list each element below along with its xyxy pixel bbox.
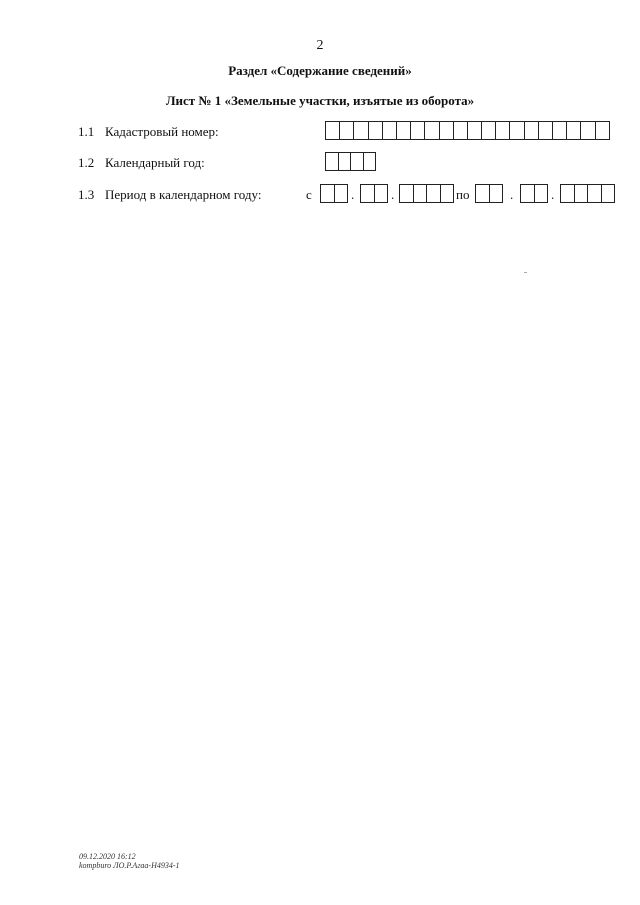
- field-number: 1.1: [78, 124, 95, 139]
- entry-cell[interactable]: [496, 122, 510, 139]
- page-number: 2: [316, 38, 324, 53]
- entry-cell[interactable]: [351, 153, 364, 170]
- field-label: Календарный год:: [105, 155, 205, 170]
- cadastral-number-cells[interactable]: [325, 121, 610, 140]
- entry-cell[interactable]: [427, 185, 441, 202]
- section-title: Раздел «Содержание сведений»: [228, 63, 412, 78]
- entry-cell[interactable]: [354, 122, 368, 139]
- entry-cell[interactable]: [326, 153, 339, 170]
- field-number: 1.3: [78, 187, 95, 202]
- period-to-label: по: [456, 187, 470, 202]
- entry-cell[interactable]: [397, 122, 411, 139]
- entry-cell[interactable]: [454, 122, 468, 139]
- period-separator: .: [351, 187, 355, 202]
- entry-cell[interactable]: [490, 185, 503, 202]
- period-from-month-cells[interactable]: [360, 184, 388, 203]
- entry-cell[interactable]: [482, 122, 496, 139]
- period-separator: .: [391, 187, 395, 202]
- period-to-year-cells[interactable]: [560, 184, 615, 203]
- period-from-day-cells[interactable]: [320, 184, 348, 203]
- entry-cell[interactable]: [375, 185, 388, 202]
- entry-cell[interactable]: [525, 122, 539, 139]
- entry-cell[interactable]: [383, 122, 397, 139]
- entry-cell[interactable]: [326, 122, 340, 139]
- period-from-label: с: [306, 187, 312, 202]
- period-to-day-cells[interactable]: [475, 184, 503, 203]
- entry-cell[interactable]: [440, 122, 454, 139]
- field-label: Период в календарном году:: [105, 187, 262, 202]
- entry-cell[interactable]: [510, 122, 524, 139]
- entry-cell[interactable]: [335, 185, 348, 202]
- period-from-year-cells[interactable]: [399, 184, 454, 203]
- field-label: Кадастровый номер:: [105, 124, 219, 139]
- footer-stamp: kompburo ЛО.Р.Агаа-Н4934-1: [79, 861, 180, 870]
- entry-cell[interactable]: [414, 185, 428, 202]
- footer-datetime: 09.12.2020 16:12: [79, 852, 136, 861]
- entry-cell[interactable]: [535, 185, 548, 202]
- entry-cell[interactable]: [581, 122, 595, 139]
- entry-cell[interactable]: [596, 122, 609, 139]
- entry-cell[interactable]: [411, 122, 425, 139]
- entry-cell[interactable]: [468, 122, 482, 139]
- entry-cell[interactable]: [400, 185, 414, 202]
- field-period: [0, 184, 640, 206]
- entry-cell[interactable]: [561, 185, 575, 202]
- field-number: 1.2: [78, 155, 95, 170]
- entry-cell[interactable]: [553, 122, 567, 139]
- entry-cell[interactable]: [521, 185, 535, 202]
- calendar-year-cells[interactable]: [325, 152, 376, 171]
- entry-cell[interactable]: [364, 153, 376, 170]
- entry-cell[interactable]: [476, 185, 490, 202]
- entry-cell[interactable]: [425, 122, 439, 139]
- scan-speck: [524, 272, 527, 273]
- field-cadastral-number: [0, 121, 640, 143]
- entry-cell[interactable]: [361, 185, 375, 202]
- period-separator: .: [510, 187, 514, 202]
- entry-cell[interactable]: [602, 185, 615, 202]
- field-calendar-year: [0, 152, 640, 174]
- entry-cell[interactable]: [369, 122, 383, 139]
- entry-cell[interactable]: [567, 122, 581, 139]
- period-separator: .: [551, 187, 555, 202]
- period-to-month-cells[interactable]: [520, 184, 548, 203]
- entry-cell[interactable]: [575, 185, 589, 202]
- entry-cell[interactable]: [441, 185, 454, 202]
- sheet-title: Лист № 1 «Земельные участки, изъятые из оборота»: [165, 93, 475, 108]
- entry-cell[interactable]: [339, 153, 352, 170]
- entry-cell[interactable]: [588, 185, 602, 202]
- entry-cell[interactable]: [539, 122, 553, 139]
- entry-cell[interactable]: [340, 122, 354, 139]
- entry-cell[interactable]: [321, 185, 335, 202]
